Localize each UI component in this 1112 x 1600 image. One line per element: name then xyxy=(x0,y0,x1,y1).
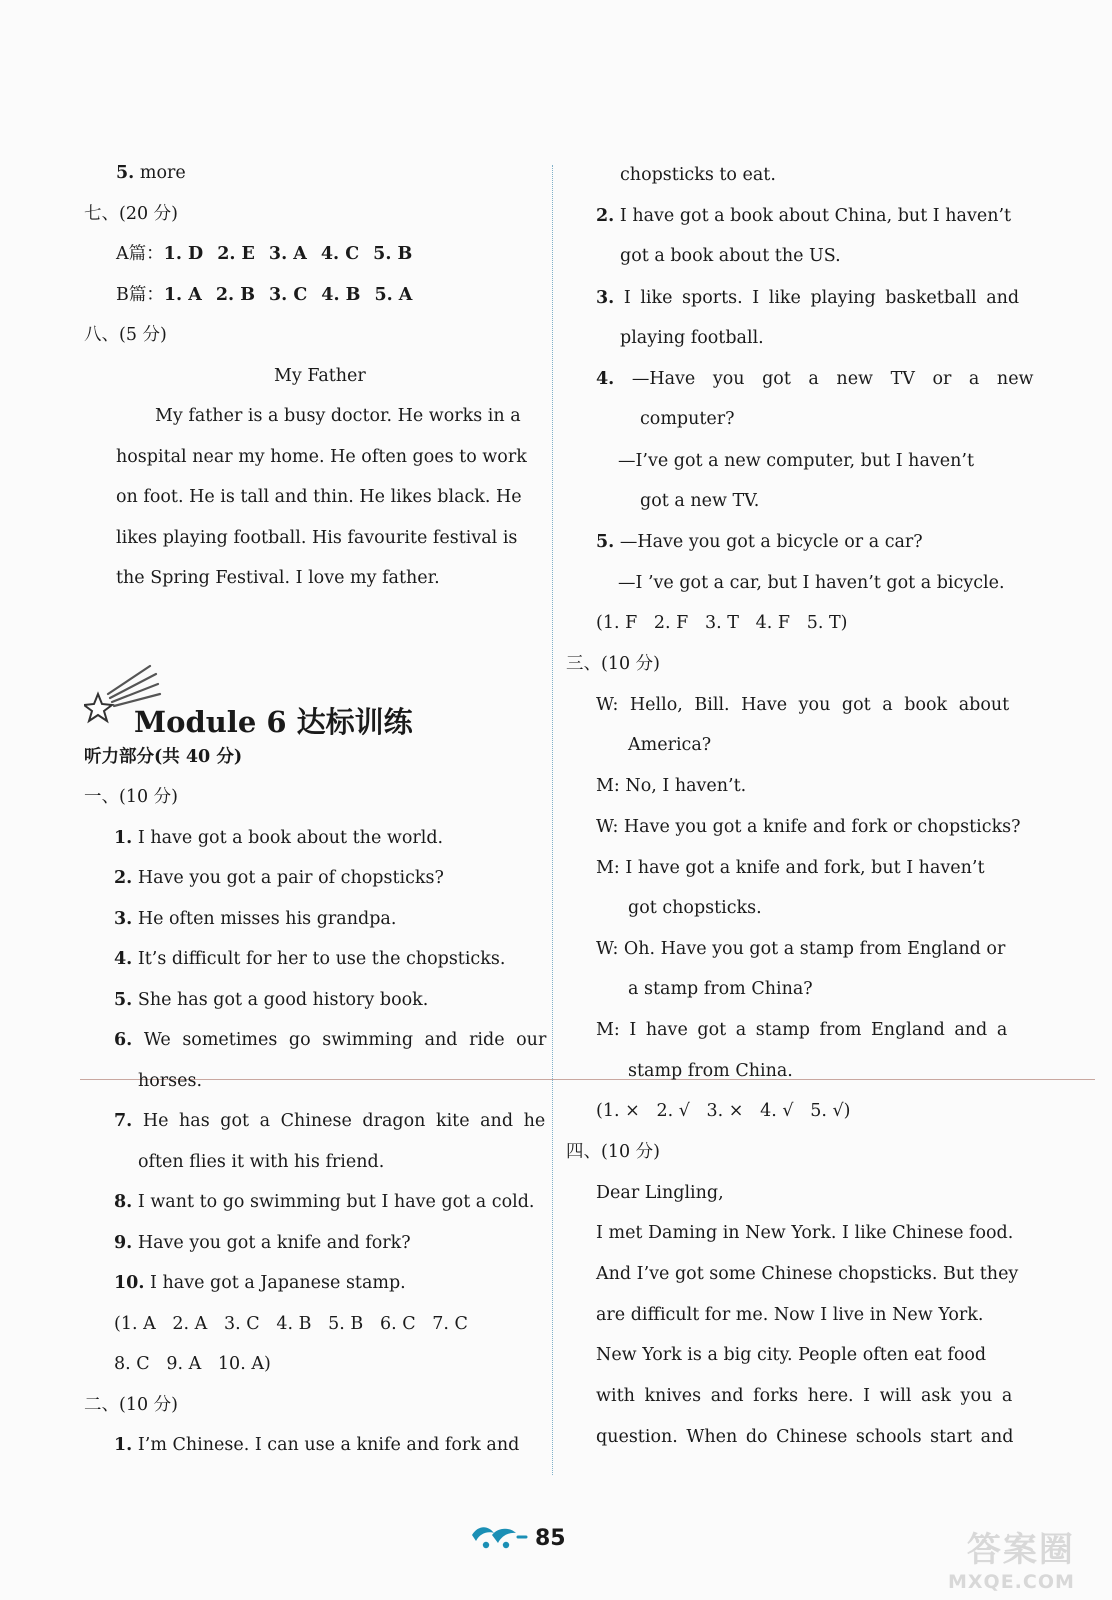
answer: 3. C xyxy=(268,285,308,305)
letter-line: question. When do Chinese schools start and xyxy=(596,1427,1014,1447)
answer: 1. A xyxy=(163,285,202,305)
letter-line: And I’ve got some Chinese chopsticks. But they xyxy=(596,1264,1019,1284)
list-item: 5. She has got a good history book. xyxy=(114,990,429,1010)
answer-key: 8. C 9. A 10. A) xyxy=(114,1354,271,1374)
dialogue-line-cont: stamp from China. xyxy=(628,1061,793,1081)
essay-line: My father is a busy doctor. He works in a xyxy=(155,406,521,426)
text-line: —I ’ve got a car, but I haven’t got a bicycle. xyxy=(618,573,1005,593)
essay-line: the Spring Festival. I love my father. xyxy=(116,568,440,588)
dialogue-line: M: I have got a knife and fork, but I haven’t xyxy=(596,858,985,878)
essay-line: hospital near my home. He often goes to work xyxy=(116,447,527,467)
list-item: 3. I like sports. I like playing basketball and xyxy=(596,288,1020,308)
answer: 4. C xyxy=(320,244,360,264)
essay-line: likes playing football. His favourite festival is xyxy=(116,528,518,548)
passage-label: A篇： xyxy=(116,244,164,264)
list-item-cont: horses. xyxy=(138,1071,203,1091)
dialogue-line-cont: America? xyxy=(628,735,712,755)
list-item: 1. I have got a book about the world. xyxy=(114,828,444,848)
section-heading: 三、(10 分) xyxy=(566,654,660,674)
part-heading: 听力部分(共 40 分) xyxy=(84,747,243,767)
list-item: 5. —Have you got a bicycle or a car? xyxy=(596,532,923,552)
list-item: 9. Have you got a knife and fork? xyxy=(114,1233,411,1253)
essay-line: on foot. He is tall and thin. He likes black. He xyxy=(116,487,522,507)
answer: 1. D xyxy=(163,244,204,264)
list-item: 2. Have you got a pair of chopsticks? xyxy=(114,868,444,888)
answer: 2. E xyxy=(217,244,255,264)
list-item: 4. —Have you got a new TV or a new xyxy=(596,369,1034,389)
list-item: 3. He often misses his grandpa. xyxy=(114,909,397,929)
list-item: 4. It’s difficult for her to use the chopsticks. xyxy=(114,949,506,969)
answer: 5. B xyxy=(373,244,413,264)
watermark-top: 答案圈 xyxy=(966,1530,1075,1570)
answer-key: (1. F 2. F 3. T 4. F 5. T) xyxy=(596,613,848,633)
section-heading: 七、(20 分) xyxy=(84,204,178,224)
text-line: chopsticks to eat. xyxy=(620,165,776,185)
dialogue-line: W: Have you got a knife and fork or chopsticks? xyxy=(596,817,1021,837)
list-item: 1. I’m Chinese. I can use a knife and fork and xyxy=(114,1435,520,1455)
watermark xyxy=(948,1522,1075,1593)
letter-line: New York is a big city. People often eat food xyxy=(596,1345,987,1365)
answer: 5. A xyxy=(374,285,413,305)
module-title: Module 6 达标训练 xyxy=(134,705,413,739)
list-item: 8. I want to go swimming but I have got a cold. xyxy=(114,1192,535,1212)
answer-line-b xyxy=(116,284,412,306)
text-line: playing football. xyxy=(620,328,764,348)
section-heading: 四、(10 分) xyxy=(566,1142,660,1162)
section-heading: 一、(10 分) xyxy=(84,787,178,807)
letter-line: are difficult for me. Now I live in New York. xyxy=(596,1305,984,1325)
item-number: 5. xyxy=(116,163,135,183)
list-item: 2. I have got a book about China, but I haven’t xyxy=(596,206,1012,226)
passage-label: B篇： xyxy=(116,285,164,305)
book-logo-icon xyxy=(468,1521,528,1551)
section-heading: 八、(5 分) xyxy=(84,325,167,345)
answer: 2. B xyxy=(215,285,255,305)
page-fold-line xyxy=(80,1079,1095,1080)
item-text: more xyxy=(134,163,186,183)
page-number: 85 xyxy=(535,1526,566,1551)
dialogue-line: W: Oh. Have you got a stamp from England or xyxy=(596,939,1006,959)
answer-key: (1. A 2. A 3. C 4. B 5. B 6. C 7. C xyxy=(114,1314,468,1334)
watermark-bottom: MXQE.COM xyxy=(948,1571,1075,1593)
dialogue-line: M: I have got a stamp from England and a xyxy=(596,1020,1008,1040)
answer: 3. A xyxy=(268,244,307,264)
answer-key: (1. × 2. √ 3. × 4. √ 5. √) xyxy=(596,1101,851,1121)
text-line: computer? xyxy=(640,409,735,429)
letter-line: with knives and forks here. I will ask you a xyxy=(596,1386,1013,1406)
dialogue-line-cont: a stamp from China? xyxy=(628,979,813,999)
dialogue-line: W: Hello, Bill. Have you got a book about xyxy=(596,695,1010,715)
list-item: 6. We sometimes go swimming and ride our xyxy=(114,1030,547,1050)
list-item: 10. I have got a Japanese stamp. xyxy=(114,1273,406,1293)
answer: 4. B xyxy=(321,285,361,305)
dialogue-line-cont: got chopsticks. xyxy=(628,898,762,918)
essay-title: My Father xyxy=(274,366,366,386)
text-line: got a book about the US. xyxy=(620,246,841,266)
letter-line: Dear Lingling, xyxy=(596,1183,724,1203)
text-line: got a new TV. xyxy=(640,491,760,511)
answer-line xyxy=(116,162,186,184)
text-line: —I’ve got a new computer, but I haven’t xyxy=(618,451,974,471)
letter-line: I met Daming in New York. I like Chinese food. xyxy=(596,1223,1014,1243)
list-item-cont: often flies it with his friend. xyxy=(138,1152,385,1172)
answer-line-a xyxy=(116,243,412,265)
dialogue-line: M: No, I haven’t. xyxy=(596,776,747,796)
column-divider xyxy=(552,165,553,1475)
section-heading: 二、(10 分) xyxy=(84,1395,178,1415)
list-item: 7. He has got a Chinese dragon kite and he xyxy=(114,1111,546,1131)
